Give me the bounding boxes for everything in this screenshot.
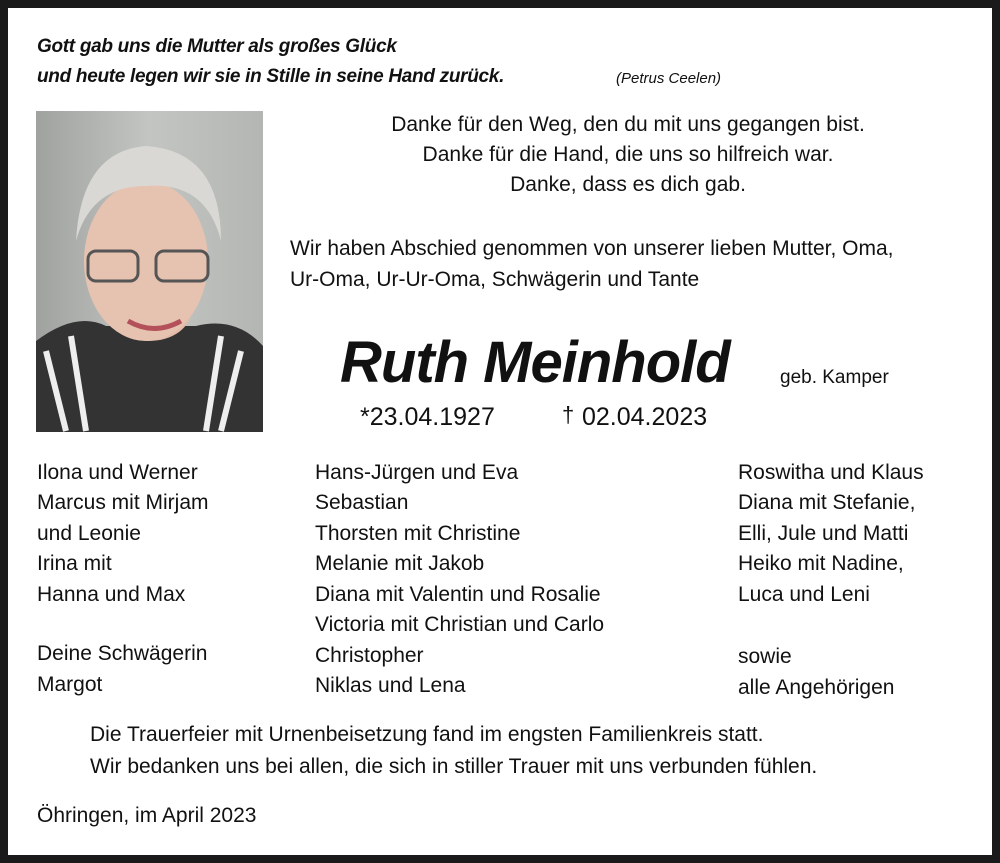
mourner: Sebastian	[315, 491, 409, 514]
mourner: Victoria mit Christian und Carlo	[315, 613, 605, 636]
mourner: und Leonie	[37, 522, 141, 545]
quote-line-2: und heute legen wir sie in Stille in seine Hand zurück.	[37, 66, 505, 87]
mourner: Elli, Jule und Matti	[738, 522, 909, 545]
obituary-notice	[8, 8, 992, 855]
mourner: Christopher	[315, 644, 424, 667]
thanks-line-2: Danke für die Hand, die uns so hilfreich war.	[422, 143, 834, 166]
place-date: Öhringen, im April 2023	[37, 804, 257, 827]
portrait-photo	[36, 111, 263, 432]
mourner: Melanie mit Jakob	[315, 552, 485, 575]
thanks-line-3: Danke, dass es dich gab.	[510, 173, 746, 196]
mourner: Diana mit Valentin und Rosalie	[315, 583, 601, 606]
mourner: alle Angehörigen	[738, 676, 895, 699]
mourner: Niklas und Lena	[315, 674, 466, 697]
footer-line-1: Die Trauerfeier mit Urnenbeisetzung fand im engsten Familienkreis statt.	[90, 723, 764, 746]
mourner: sowie	[738, 645, 792, 668]
mourner: Deine Schwägerin	[37, 642, 208, 665]
birth-date: *23.04.1927	[360, 403, 495, 431]
farewell-line-1: Wir haben Abschied genommen von unserer lieben Mutter, Oma,	[290, 237, 894, 260]
mourner: Ilona und Werner	[37, 461, 198, 484]
farewell-line-2: Ur-Oma, Ur-Ur-Oma, Schwägerin und Tante	[290, 268, 700, 291]
thanks-line-1: Danke für den Weg, den du mit uns gegangen bist.	[391, 113, 865, 136]
mourner: Roswitha und Klaus	[738, 461, 924, 484]
deceased-name: Ruth Meinhold	[340, 330, 730, 395]
mourner: Marcus mit Mirjam	[37, 491, 209, 514]
quote-line-1: Gott gab uns die Mutter als großes Glück	[37, 36, 397, 57]
death-date: 02.04.2023	[582, 403, 708, 431]
mourner: Heiko mit Nadine,	[738, 552, 904, 575]
mourner: Diana mit Stefanie,	[738, 491, 916, 514]
footer-line-2: Wir bedanken uns bei allen, die sich in stiller Trauer mit uns verbunden fühlen.	[90, 755, 818, 778]
mourner: Luca und Leni	[738, 583, 870, 606]
quote-author: (Petrus Ceelen)	[616, 70, 722, 87]
mourner: Irina mit	[37, 552, 112, 575]
maiden-name: geb. Kamper	[780, 367, 889, 388]
mourner: Hanna und Max	[37, 583, 186, 606]
cross-icon: †	[562, 402, 575, 427]
mourner: Margot	[37, 673, 103, 696]
mourner: Thorsten mit Christine	[315, 522, 521, 545]
mourner: Hans-Jürgen und Eva	[315, 461, 519, 484]
